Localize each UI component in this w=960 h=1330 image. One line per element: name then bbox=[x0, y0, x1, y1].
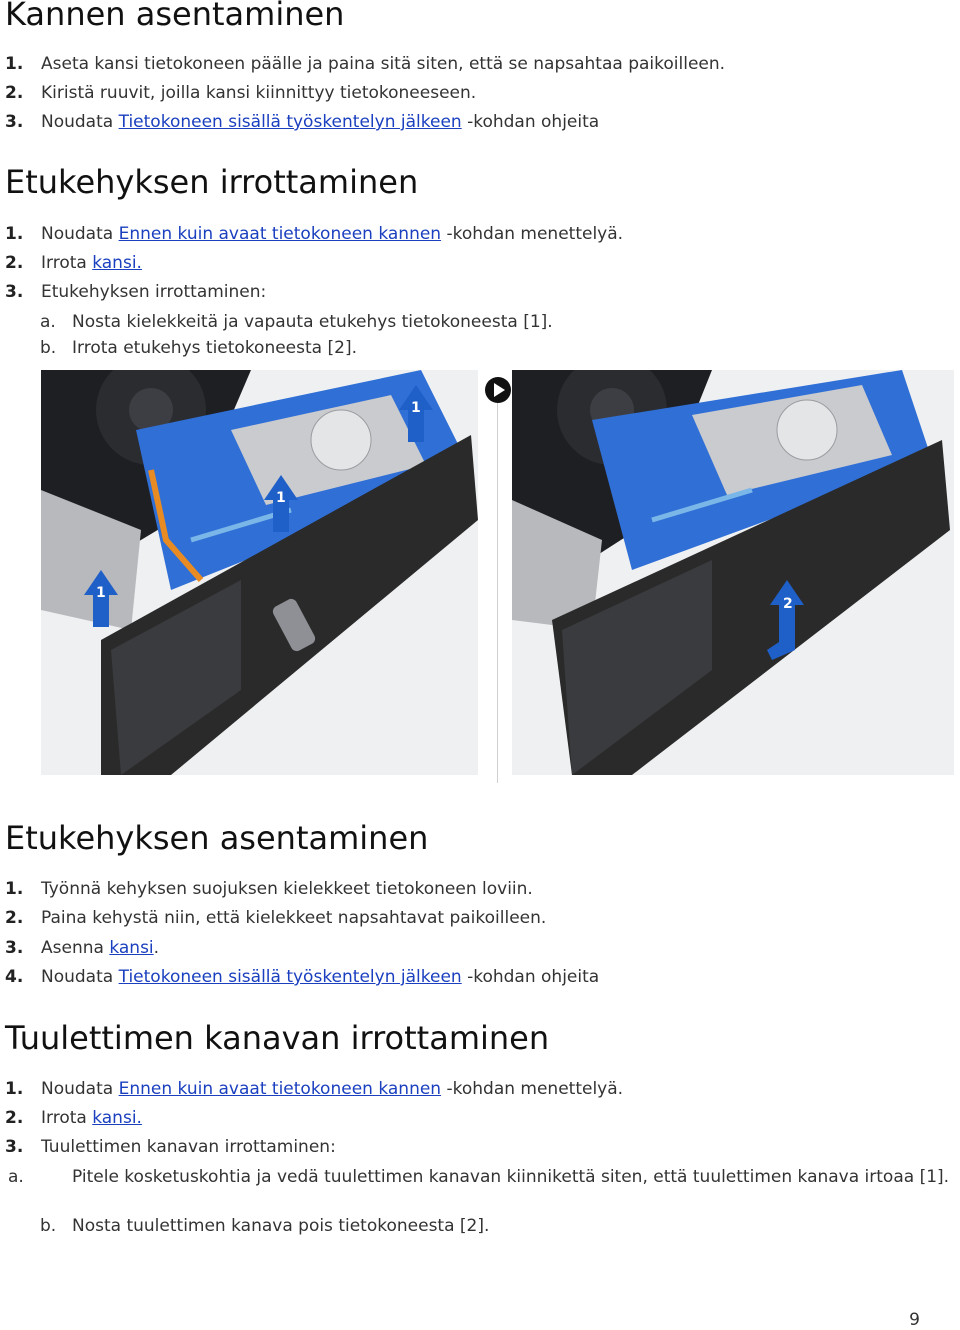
heading-bezel-install: Etukehyksen asentaminen bbox=[5, 819, 429, 857]
step-number: 4. bbox=[5, 967, 24, 987]
sub-step-letter: a. bbox=[8, 1167, 24, 1187]
sub-step-text: Irrota etukehys tietokoneesta [2]. bbox=[72, 338, 357, 358]
sub-list-item bbox=[40, 311, 553, 334]
link-after-working[interactable]: Tietokoneen sisällä työskentelyn jälkeen bbox=[118, 112, 462, 132]
step-text: -kohdan ohjeita bbox=[461, 967, 600, 987]
link-before-working[interactable]: Ennen kuin avaat tietokoneen kannen bbox=[118, 224, 442, 244]
bezel-removal-figure-left bbox=[41, 370, 478, 775]
step-number: 3. bbox=[5, 112, 24, 132]
step-number: 2. bbox=[5, 1108, 24, 1128]
step-number: 1. bbox=[5, 224, 24, 244]
list-item bbox=[5, 281, 266, 303]
list-item bbox=[5, 252, 142, 274]
link-cover[interactable]: kansi bbox=[109, 938, 154, 958]
step-number: 2. bbox=[5, 908, 24, 928]
list-item bbox=[5, 223, 623, 245]
callout-label: 1 bbox=[96, 585, 106, 601]
list-item bbox=[5, 1136, 336, 1158]
callout-label: 1 bbox=[276, 490, 286, 506]
step-text: -kohdan menettelyä. bbox=[441, 224, 624, 244]
heading-cover-install: Kannen asentaminen bbox=[5, 0, 345, 33]
list-item bbox=[5, 966, 599, 988]
step-number: 1. bbox=[5, 879, 24, 899]
sub-step-text: Nosta tuulettimen kanava pois tietokoneesta [2]. bbox=[72, 1216, 490, 1236]
step-text: Irrota bbox=[41, 1108, 93, 1128]
sub-step-text: Pitele kosketuskohtia ja vedä tuulettimen kanavan kiinnikettä siten, että tuulettimen kanava irtoaa [1]. bbox=[72, 1167, 950, 1187]
step-number: 2. bbox=[5, 83, 24, 103]
page-number: 9 bbox=[909, 1310, 920, 1330]
play-arrow-icon bbox=[484, 376, 512, 404]
list-item bbox=[5, 937, 159, 959]
link-after-working[interactable]: Tietokoneen sisällä työskentelyn jälkeen bbox=[118, 967, 462, 987]
link-cover[interactable]: kansi. bbox=[92, 1108, 142, 1128]
step-number: 3. bbox=[5, 282, 24, 302]
step-text: Noudata bbox=[41, 224, 119, 244]
step-number: 2. bbox=[5, 253, 24, 273]
step-number: 1. bbox=[5, 54, 24, 74]
sub-step-text: Nosta kielekkeitä ja vapauta etukehys tietokoneesta [1]. bbox=[72, 312, 553, 332]
step-text: -kohdan ohjeita bbox=[461, 112, 600, 132]
list-item bbox=[5, 1078, 623, 1100]
link-before-working[interactable]: Ennen kuin avaat tietokoneen kannen bbox=[118, 1079, 442, 1099]
step-text: -kohdan menettelyä. bbox=[441, 1079, 624, 1099]
step-number: 3. bbox=[5, 938, 24, 958]
step-text: . bbox=[153, 938, 160, 958]
step-text: Kiristä ruuvit, joilla kansi kiinnittyy tietokoneeseen. bbox=[41, 83, 477, 103]
step-text: Etukehyksen irrottaminen: bbox=[41, 282, 267, 302]
list-item bbox=[5, 53, 725, 75]
step-text: Aseta kansi tietokoneen päälle ja paina sitä siten, että se napsahtaa paikoilleen. bbox=[41, 54, 726, 74]
step-number: 1. bbox=[5, 1079, 24, 1099]
step-text: Tuulettimen kanavan irrottaminen: bbox=[41, 1137, 336, 1157]
list-item bbox=[5, 1107, 142, 1129]
list-item bbox=[5, 878, 533, 900]
callout-label: 2 bbox=[783, 596, 793, 612]
link-cover[interactable]: kansi. bbox=[92, 253, 142, 273]
step-number: 3. bbox=[5, 1137, 24, 1157]
step-text: Noudata bbox=[41, 112, 119, 132]
sub-step-letter: a. bbox=[40, 312, 56, 332]
heading-bezel-remove: Etukehyksen irrottaminen bbox=[5, 163, 419, 201]
callout-label: 1 bbox=[411, 400, 421, 416]
sub-list-item bbox=[40, 337, 357, 360]
list-item bbox=[5, 111, 599, 133]
step-text: Irrota bbox=[41, 253, 93, 273]
bezel-removal-figure-right bbox=[512, 370, 954, 775]
step-text: Paina kehystä niin, että kielekkeet napsahtavat paikoilleen. bbox=[41, 908, 547, 928]
step-text: Asenna bbox=[41, 938, 110, 958]
step-text: Työnnä kehyksen suojuksen kielekkeet tietokoneen loviin. bbox=[41, 879, 533, 899]
figure-divider bbox=[497, 378, 498, 783]
step-text: Noudata bbox=[41, 1079, 119, 1099]
sub-list-item bbox=[8, 1166, 952, 1189]
sub-step-letter: b. bbox=[40, 338, 57, 358]
sub-list-item bbox=[40, 1215, 489, 1238]
step-text: Noudata bbox=[41, 967, 119, 987]
sub-step-letter: b. bbox=[40, 1216, 57, 1236]
heading-fan-duct-remove: Tuulettimen kanavan irrottaminen bbox=[5, 1019, 550, 1057]
list-item bbox=[5, 82, 476, 104]
list-item bbox=[5, 907, 546, 929]
